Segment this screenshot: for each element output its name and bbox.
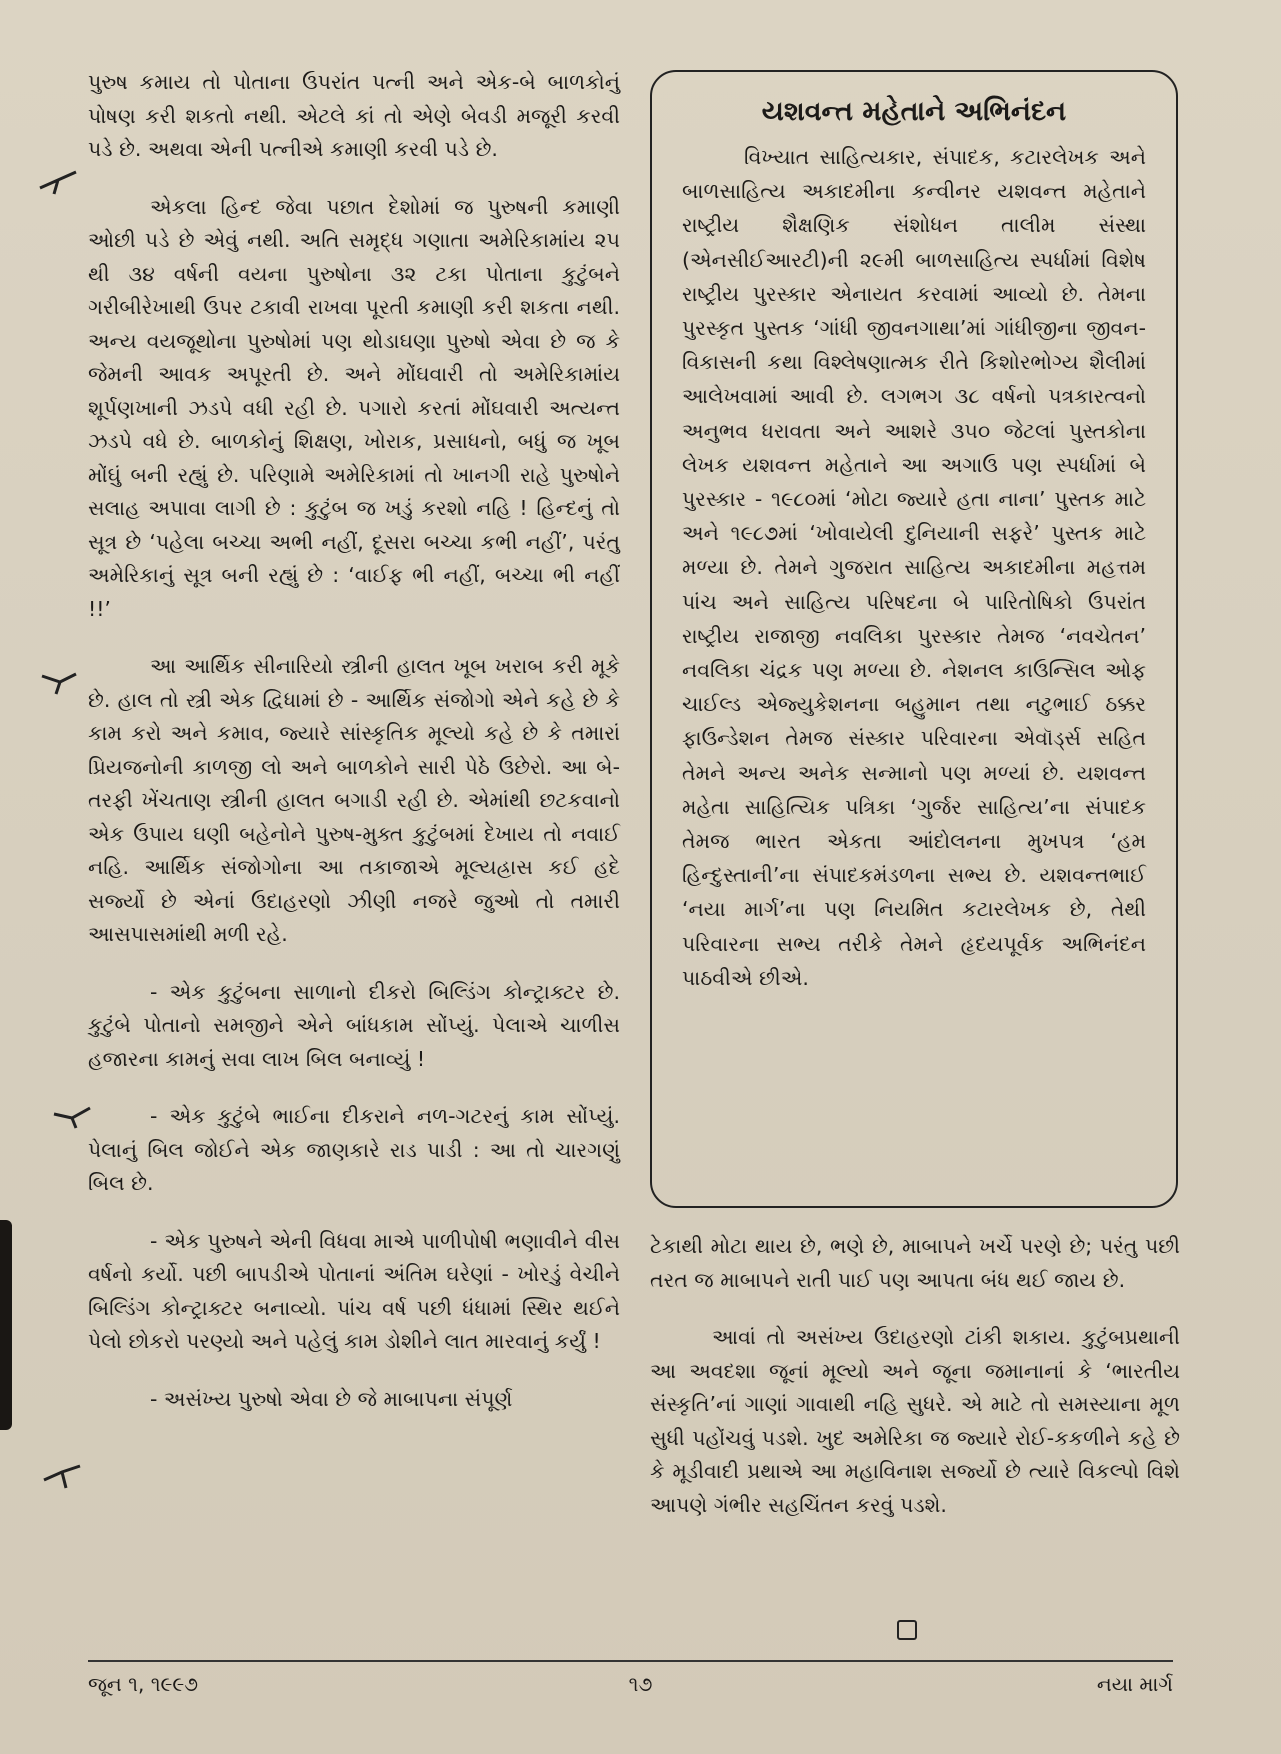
footer-date: જૂન ૧, ૧૯૯૭ [88,1672,199,1696]
margin-tick-icon [36,168,82,196]
binding-shadow [0,1220,12,1430]
margin-tick-icon [36,668,82,696]
example-item: - એક પુરુષને એની વિધવા માએ પાળીપોષી ભણાવીને વીસ વર્ષનો કર્યો. પછી બાપડીએ પોતાનાં અંતિમ ઘરેણાં - ખોરડું વેચીને બિલ્ડિંગ કોન્ટ્રાક્ટર બનાવ્યો. પાંચ વર્ષ પછી ધંધામાં સ્થિર થઈને પેલો છોકરો પરણ્યો અને પહેલું કામ ડોશીને લાત મારવાનું કર્યું ! [88,1228,620,1353]
example-item: - અસંખ્ય પુરુષો એવા છે જે માબાપના સંપૂર્ણ [150,1386,513,1411]
margin-tick-icon [50,1102,96,1130]
example-item: - એક કુટુંબના સાળાનો દીકરો બિલ્ડિંગ કોન્ટ્રાક્ટર છે. કુટુંબે પોતાનો સમજીને એને બાંધકામ સોંપ્યું. પેલાએ ચાળીસ હજારના કામનું સવા લાખ બિલ બનાવ્યું ! [88,979,620,1071]
box-title: યશવન્ત મહેતાને અભિનંદન [761,96,1067,127]
paragraph: આવાં તો અસંખ્ય ઉદાહરણો ટાંકી શકાય. કુટુંબપ્રથાની આ અવદશા જૂનાં મૂલ્યો અને જૂના જમાનાનાં કે ‘ભારતીય સંસ્કૃતિ’નાં ગાણાં ગાવાથી નહિ સુધરે. એ માટે તો સમસ્યાના મૂળ સુધી પહોંચવું પડશે. ખુદ અમેરિકા જ જ્યારે રોઈ-કકળીને કહે છે કે મૂડીવાદી પ્રથાએ આ મહાવિનાશ સર્જ્યો છે ત્યારે વિકલ્પો વિશે આપણે ગંભીર સહચિંતન કરવું પડશે. [650,1325,1180,1517]
paragraph: પુરુષ કમાય તો પોતાના ઉપરાંત પત્ની અને એક-બે બાળકોનું પોષણ કરી શકતો નથી. એટલે કાં તો એણે બેવડી મજૂરી કરવી પડે છે. અથવા એની પત્નીએ કમાણી કરવી પડે છે. [88,70,620,161]
right-column [650,1230,1180,1546]
paragraph: એકલા હિન્દ જેવા પછાત દેશોમાં જ પુરુષની કમાણી ઓછી પડે છે એવું નથી. અતિ સમૃદ્ધ ગણાતા અમેરિકામાંય ૨૫ થી ૩૪ વર્ષની વયના પુરુષોના ૩૨ ટકા પોતાના કુટુંબને ગરીબીરેખાથી ઉપર ટકાવી રાખવા પૂરતી કમાણી કરી શકતા નથી. અન્ય વયજૂથોના પુરુષોમાં પણ થોડાઘણા પુરુષો એવા છે જ કે જેમની આવક અપૂરતી છે. અને મોંઘવારી તો અમેરિકામાંય શૂર્પણખાની ઝડપે વધી રહી છે. પગારો કરતાં મોંઘવારી અત્યન્ત ઝડપે વધે છે. બાળકોનું શિક્ષણ, ખોરાક, પ્રસાધનો, બધું જ ખૂબ મોંઘું બની રહ્યું છે. પરિણામે અમેરિકામાં તો ખાનગી રાહે પુરુષોને સલાહ અપાવા લાગી છે : કુટુંબ જ ખડું કરશો નહિ ! હિન્દનું તો સૂત્ર છે ‘પહેલા બચ્ચા અભી નહીં, દૂસરા બચ્ચા કભી નહીં’, પરંતુ અમેરિકાનું સૂત્ર બની રહ્યું છે : ‘વાઈફ ભી નહીં, બચ્ચા ભી નહીં !!’ [88,194,620,621]
margin-tick-icon [40,1462,86,1490]
page-number: ૧૭ [628,1672,653,1696]
example-item: - એક કુટુંબે ભાઈના દીકરાને નળ-ગટરનું કામ સોંપ્યું. પેલાનું બિલ જોઈને એક જાણકારે રાડ પાડી : આ તો ચારગણું બિલ છે. [88,1104,620,1195]
end-of-article-icon [897,1620,917,1640]
magazine-name: નયા માર્ગ [1096,1672,1173,1696]
congratulations-box [650,70,1178,1208]
paragraph: આ આર્થિક સીનારિયો સ્ત્રીની હાલત ખૂબ ખરાબ કરી મૂકે છે. હાલ તો સ્ત્રી એક દ્વિધામાં છે - આર્થિક સંજોગો એને કહે છે કે કામ કરો અને કમાવ, જ્યારે સાંસ્કૃતિક મૂલ્યો કહે છે કે તમારાં પ્રિયજનોની કાળજી લો અને બાળકોને સારી પેઠે ઉછેરો. આ બે-તરફી ખેંચતાણ સ્ત્રીની હાલત બગાડી રહી છે. એમાંથી છટકવાનો એક ઉપાય ઘણી બહેનોને પુરુષ-મુક્ત કુટુંબમાં દેખાય તો નવાઈ નહિ. આર્થિક સંજોગોના આ તકાજાએ મૂલ્યહ્રાસ કઈ હદે સર્જ્યો છે એનાં ઉદાહરણો ઝીણી નજરે જુઓ તો તમારી આસપાસમાંથી મળી રહે. [88,654,620,946]
paragraph: ટેકાથી મોટા થાય છે, ભણે છે, માબાપને ખર્ચે પરણે છે; પરંતુ પછી તરત જ માબાપને રાતી પાઈ પણ આપતા બંધ થઈ જાય છે. [650,1234,1180,1292]
footer-divider [88,1660,1173,1662]
box-body: વિખ્યાત સાહિત્યકાર, સંપાદક, કટારલેખક અને બાળસાહિત્ય અકાદમીના કન્વીનર યશવન્ત મહેતાને રાષ્ટ્રીય શૈક્ષણિક સંશોધન તાલીમ સંસ્થા (એનસીઈઆરટી)ની ૨૯મી બાળસાહિત્ય સ્પર્ધામાં વિશેષ રાષ્ટ્રીય પુરસ્કાર એનાયત કરવામાં આવ્યો છે. તેમના પુરસ્કૃત પુસ્તક ‘ગાંધી જીવનગાથા’માં ગાંધીજીના જીવન-વિકાસની કથા વિશ્લેષણાત્મક રીતે કિશોરભોગ્ય શૈલીમાં આલેખવામાં આવી છે. લગભગ ૩૮ વર્ષનો પત્રકારત્વનો અનુભવ ધરાવતા અને આશરે ૩૫૦ જેટલાં પુસ્તકોના લેખક યશવન્ત મહેતાને આ અગાઉ પણ સ્પર્ધામાં બે પુરસ્કાર - ૧૯૮૦માં ‘મોટા જ્યારે હતા નાના’ પુસ્તક માટે અને ૧૯૮૭માં ‘ખોવાયેલી દુનિયાની સફરે’ પુસ્તક માટે મળ્યા છે. તેમને ગુજરાત સાહિત્ય અકાદમીના મહત્તમ પાંચ અને સાહિત્ય પરિષદના બે પારિતોષિકો ઉપરાંત રાષ્ટ્રીય રાજાજી નવલિકા પુરસ્કાર તેમજ ‘નવચેતન’ નવલિકા ચંદ્રક પણ મળ્યા છે. નેશનલ કાઉન્સિલ ઓફ ચાઈલ્ડ એજ્યુકેશનના બહુમાન તથા નટુભાઈ ઠક્કર ફાઉન્ડેશન તેમજ સંસ્કાર પરિવારના એવૉર્ડ્સ સહિત તેમને અન્ય અનેક સન્માનો પણ મળ્યાં છે. યશવન્ત મહેતા સાહિત્યિક પત્રિકા ‘ગુર્જર સાહિત્ય’ના સંપાદક તેમજ ભારત એકતા આંદોલનના મુખપત્ર ‘હમ હિન્દુસ્તાની’ના સંપાદકમંડળના સભ્ય છે. યશવન્તભાઈ ‘નયા માર્ગ’ના પણ નિયમિત કટારલેખક છે, તેથી પરિવારના સભ્ય તરીકે તેમને હૃદયપૂર્વક અભિનંદન પાઠવીએ છીએ. [682,145,1146,990]
left-column [88,66,620,1440]
